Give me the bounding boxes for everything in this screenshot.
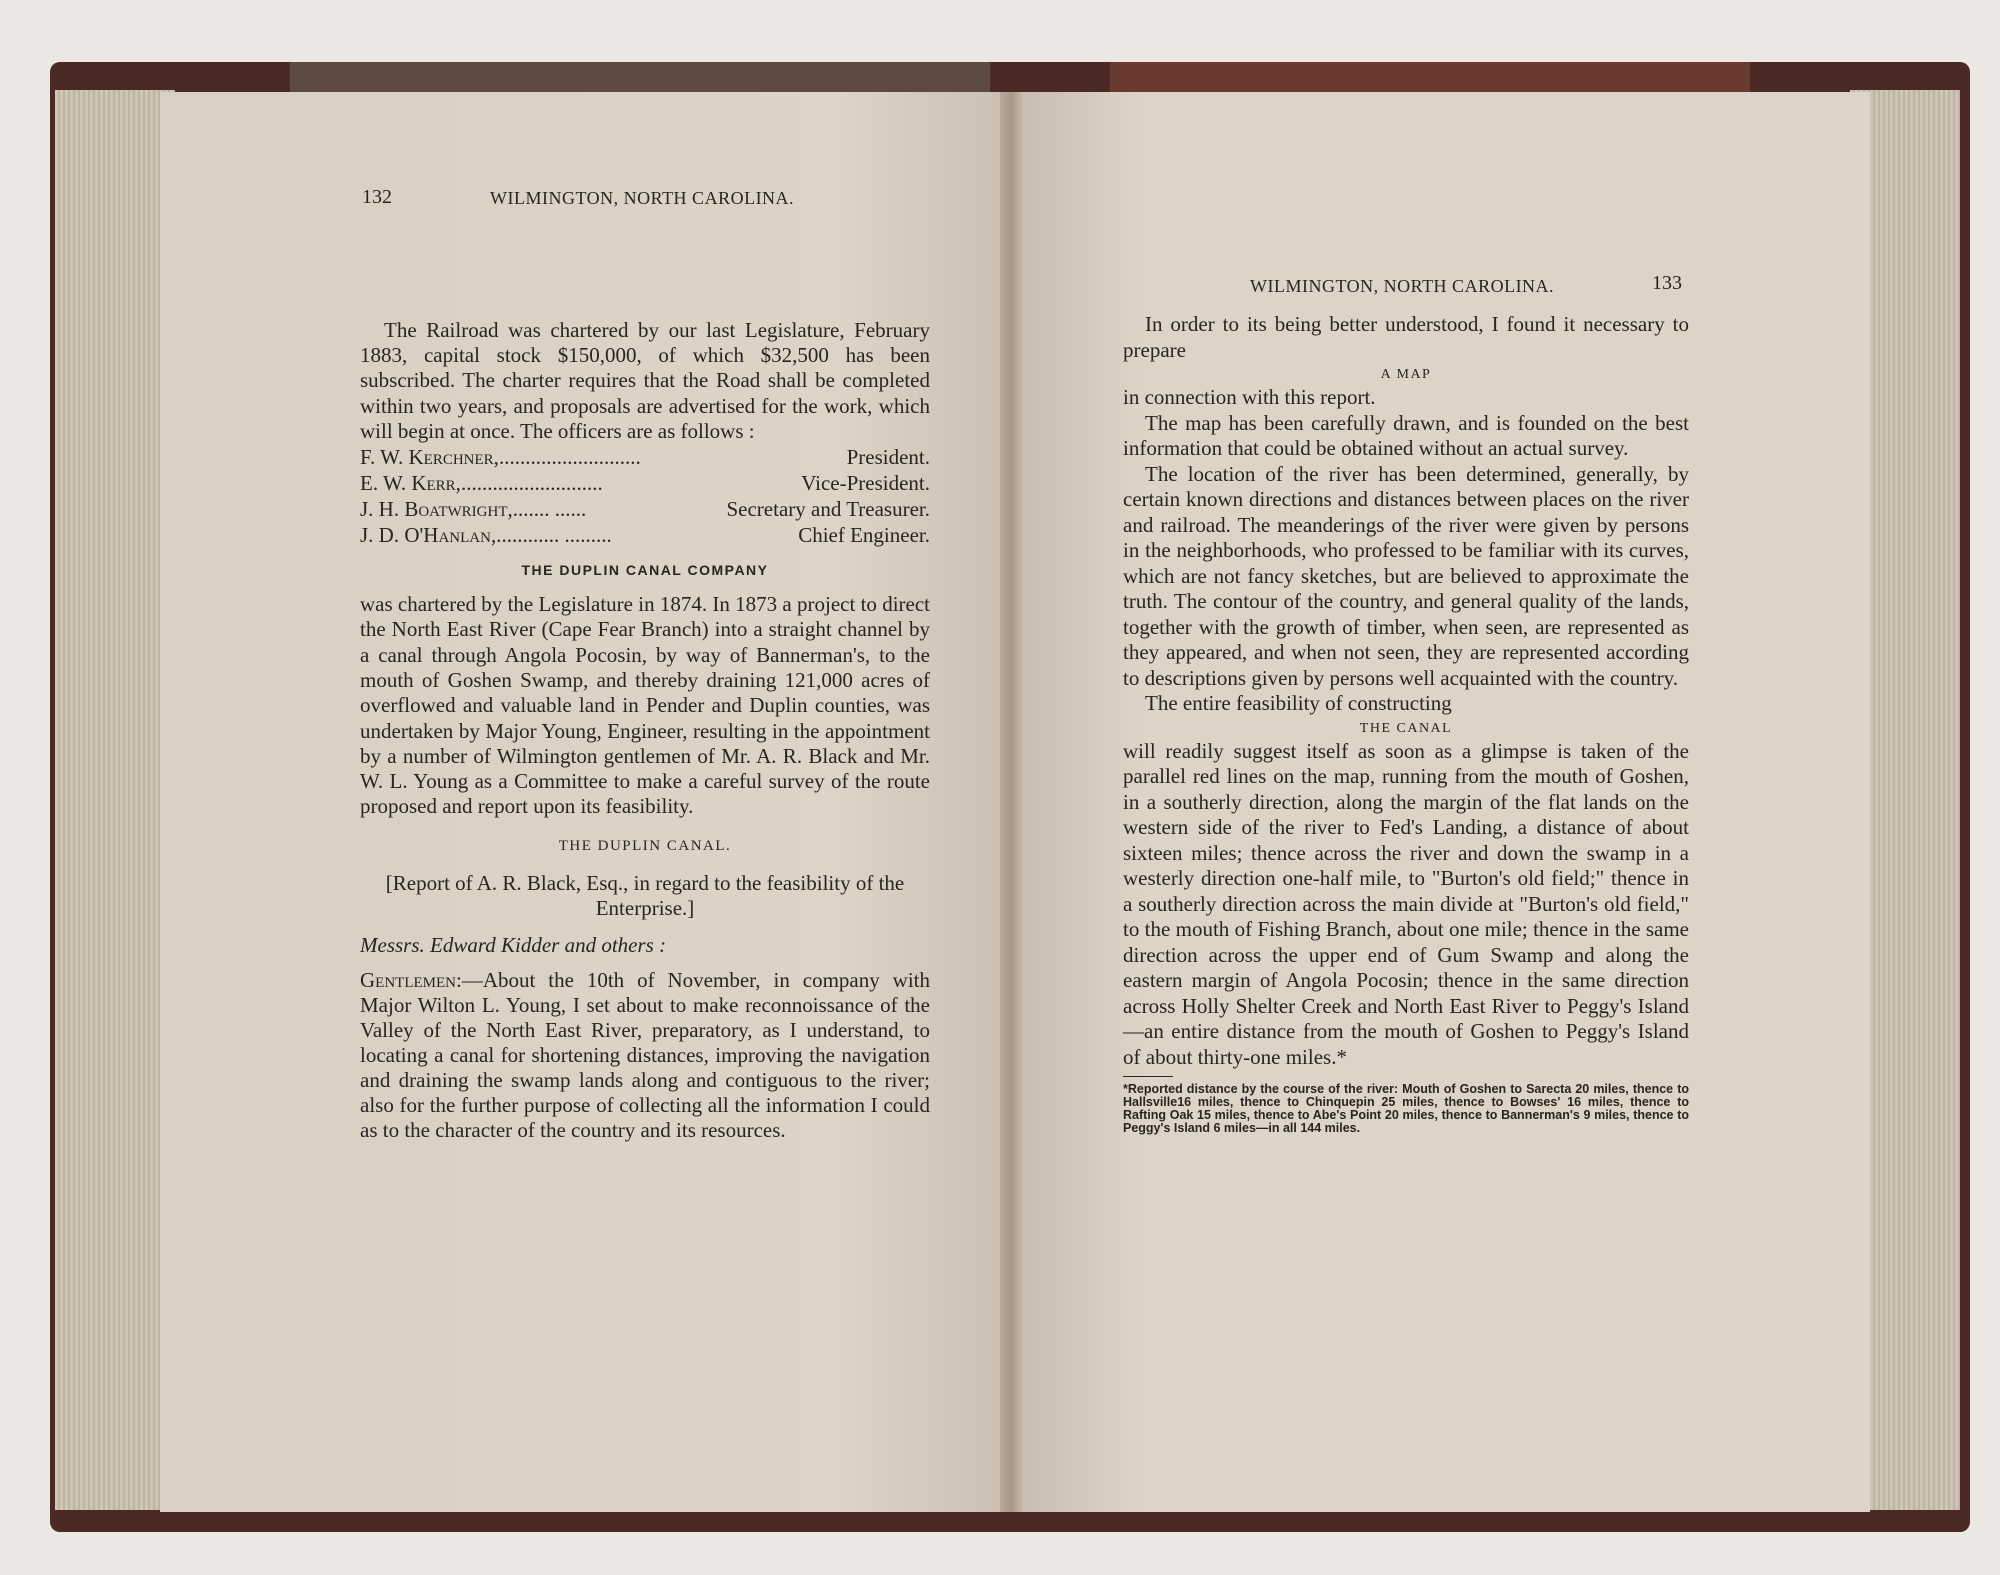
page-number-left: 132 bbox=[362, 186, 392, 208]
officer-row: F. W. Kerchner, ........................... President. bbox=[360, 445, 930, 470]
officer-row: J. H. Boatwright, ....... ...... Secretary and Treasurer. bbox=[360, 497, 930, 522]
heading-the-canal: THE CANAL bbox=[1359, 720, 1453, 736]
gentlemen-text: :—About the 10th of November, in company with Major Wilton L. Young, I set about to make reconnoissance of the Valley of the North East River, preparatory, as I understand, to locating a canal for shortening distances, improving the navigation and draining the swamp lands along and contiguous to the river; also for the further purpose of collecting all the information I could as to the character of the country and its resources. bbox=[360, 967, 930, 1142]
cover-edge-right bbox=[1110, 62, 1750, 92]
gentlemen-paragraph bbox=[360, 968, 930, 1143]
report-title: [Report of A. R. Black, Esq., in regard to the feasibility of the Enterprise.] bbox=[385, 870, 905, 920]
cover-edge-left bbox=[290, 62, 990, 92]
gentlemen-lead: Gentlemen bbox=[360, 967, 456, 992]
footnote-rule bbox=[1123, 1076, 1173, 1077]
heading-duplin-canal: THE DUPLIN CANAL. bbox=[558, 837, 732, 854]
salutation: Messrs. Edward Kidder and others : bbox=[360, 932, 667, 957]
map-intro-continued: in connection with this report. bbox=[1123, 385, 1376, 409]
book-gutter bbox=[1000, 92, 1022, 1512]
left-page-body bbox=[360, 318, 930, 1143]
officers-list bbox=[360, 444, 930, 548]
railroad-paragraph: The Railroad was chartered by our last Legislature, February 1883, capital stock $150,000, of which $32,500 has been subscribed. The charter requires that the Road shall be completed within two years, and proposals are advertised for the work, which will begin at once. The officers are as follows : bbox=[360, 318, 930, 443]
right-page-body bbox=[1123, 312, 1689, 1135]
canal-route-paragraph: will readily suggest itself as soon as a glimpse is taken of the parallel red lines on the map, running from the mouth of Goshen, in a southerly direction, along the margin of the flat lands on the western side of the river to Fed's Landing, a distance of about sixteen miles; thence across the river and down the swamp in a westerly direction one-half mile, to "Burton's old field;" thence in a southerly direction across the main divide at "Burton's old field," to the mouth of Fishing Branch, about one mile; thence in the same direction across the upper end of Gum Swamp and along the eastern margin of Angola Pocosin; thence in the same direction across Holly Shelter Creek and North East River to Peggy's Island—an entire distance from the mouth of Goshen to Peggy's Island of about thirty-one miles.* bbox=[1123, 738, 1689, 1069]
running-head-left: WILMINGTON, NORTH CAROLINA. bbox=[490, 188, 795, 208]
river-location-paragraph: The location of the river has been determined, generally, by certain known directions and distances between places on the river and railroad. The meanderings of the river were given by persons in the neighborhoods, who professed to be familiar with its curves, which are not fancy sketches, but are believed to approximate the truth. The contour of the country, and general quality of the lands, together with the growth of timber, when seen, are represented as they appeared, and when not seen, they are represented according to descriptions given by persons well acquainted with the country. bbox=[1123, 461, 1689, 690]
map-paragraph: The map has been carefully drawn, and is founded on the best information that could be obtained without an actual survey. bbox=[1123, 410, 1689, 460]
officer-row: E. W. Kerr, ........................... Vice-President. bbox=[360, 471, 930, 496]
feasibility-paragraph: The entire feasibility of constructing bbox=[1145, 691, 1452, 715]
running-head-right: WILMINGTON, NORTH CAROLINA. bbox=[1250, 276, 1555, 296]
page-number-right: 133 bbox=[1652, 272, 1682, 294]
footnote: *Reported distance by the course of the river: Mouth of Goshen to Sarecta 20 miles, thence to Hallsville16 miles, thence to Chinquepin 25 miles, thence to Bowses' 16 miles, thence to Rafting Oak 15 miles, thence to Abe's Point 20 miles, thence to Bannerman's 9 miles, thence to Peggy's Island 6 miles—in all 144 miles. bbox=[1123, 1082, 1689, 1135]
heading-duplin-canal-company: THE DUPLIN CANAL COMPANY bbox=[521, 562, 769, 579]
officer-row: J. D. O'Hanlan, ............ ......... Chief Engineer. bbox=[360, 523, 930, 548]
page-edges-left bbox=[55, 90, 175, 1510]
company-paragraph: was chartered by the Legislature in 1874. In 1873 a project to direct the North East River (Cape Fear Branch) into a straight channel by a canal through Angola Pocosin, by way of Bannerman's, to the mouth of Goshen Swamp, and thereby draining 121,000 acres of overflowed and valuable land in Pender and Duplin counties, was undertaken by Major Young, Engineer, resulting in the appointment by a number of Wilmington gentlemen of Mr. A. R. Black and Mr. W. L. Young as a Committee to make a careful survey of the route proposed and report upon its feasibility. bbox=[360, 592, 930, 819]
heading-a-map: A MAP bbox=[1380, 367, 1432, 382]
map-intro-paragraph: In order to its being better understood, I found it necessary to prepare bbox=[1123, 312, 1689, 362]
